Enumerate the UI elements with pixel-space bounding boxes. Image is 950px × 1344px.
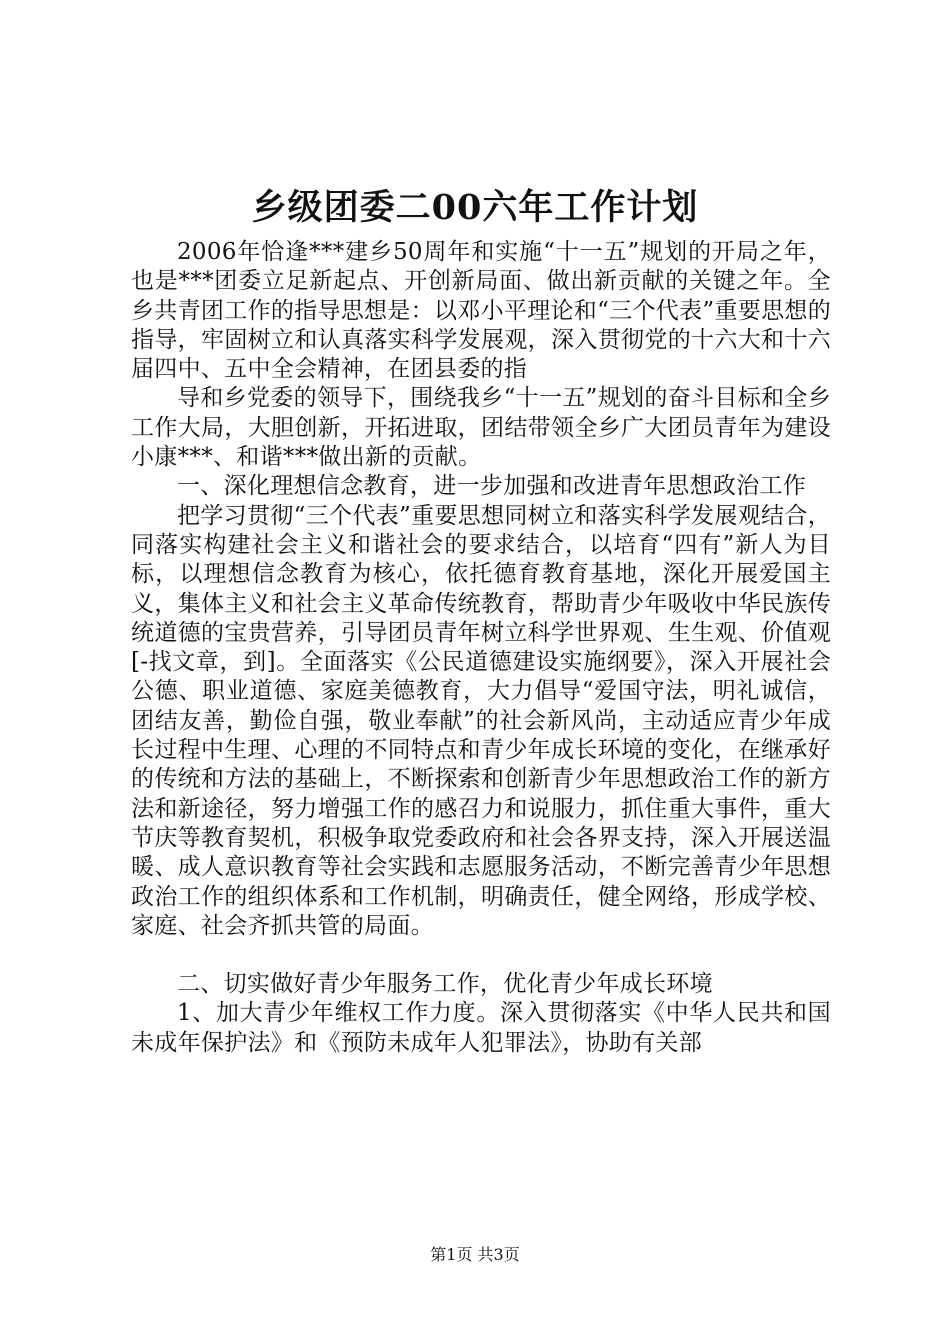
- document-title: 乡级团委二00六年工作计划: [251, 187, 699, 228]
- paragraph-intro: 2006年恰逢***建乡50周年和实施“十一五”规划的开局之年，也是***团委立足新起点、开创新局面、做出新贡献的关键之年。全乡共青团工作的指导思想是：以邓小平理论和“三个代表”重要思想的指导，牢固树立和认真落实科学发展观，深入贯彻党的十六大和十六届四中、五中全会精神，在团县委的指: [131, 239, 831, 383]
- paragraph-section-2-item-1: 1、加大青少年维权工作力度。深入贯彻落实《中华人民共和国未成年保护法》和《预防未成年人犯罪法》，协助有关部: [131, 1000, 831, 1056]
- document-body: [131, 238, 831, 1058]
- paragraph-section-1: 把学习贯彻“三个代表”重要思想同树立和落实科学发展观结合，同落实构建社会主义和谐社会的要求结合，以培育“四有”新人为目标，以理想信念教育为核心，依托德育教育基地，深化开展爱国主义，集体主义和社会主义革命传统教育，帮助青少年吸收中华民族传统道德的宝贵营养，引导团员青年树立科学世界观、生生观、价值观[-找文章，到]。全面落实《公民道德建设实施纲要》，深入开展社会公德、职业道德、家庭美德教育，大力倡导“爱国守法，明礼诚信，团结友善，勤俭自强，敬业奉献”的社会新风尚，主动适应青少年成长过程中生理、心理的不同特点和青少年成长环境的变化，在继承好的传统和方法的基础上，不断探索和创新青少年思想政治工作的新方法和新途径，努力增强工作的感召力和说服力，抓住重大事件，重大节庆等教育契机，积极争取党委政府和社会各界支持，深入开展送温暖、成人意识教育等社会实践和志愿服务活动，不断完善青少年思想政治工作的组织体系和工作机制，明确责任，健全网络，形成学校、家庭、社会齐抓共管的局面。: [131, 502, 831, 939]
- paragraph-continuation: 导和乡党委的领导下，围绕我乡“十一五”规划的奋斗目标和全乡工作大局，大胆创新，开拓进取，团结带领全乡广大团员青年为建设小康***、和谐***做出新的贡献。: [131, 385, 831, 471]
- page-footer: 第1页 共3页: [430, 1245, 520, 1264]
- section-heading-1: 一、深化理想信念教育，进一步加强和改进青年思想政治工作: [177, 473, 807, 500]
- section-heading-2: 二、切实做好青少年服务工作，优化青少年成长环境: [177, 971, 713, 998]
